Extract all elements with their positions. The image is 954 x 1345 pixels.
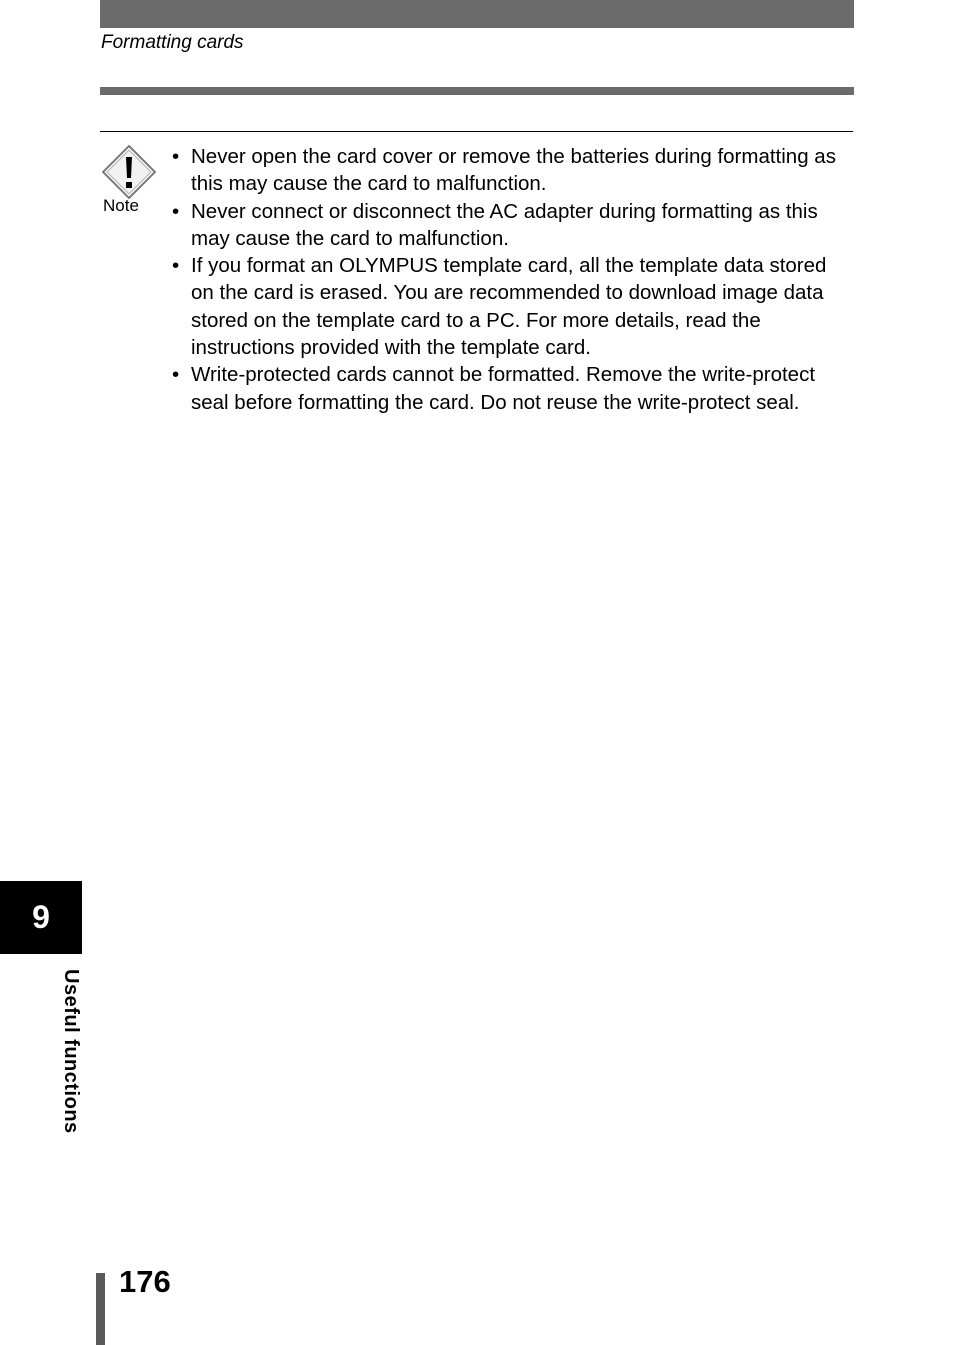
chapter-tab bbox=[0, 881, 82, 954]
section-title: Formatting cards bbox=[101, 32, 244, 53]
bullet: • bbox=[172, 145, 180, 168]
page-number-bar bbox=[96, 1273, 105, 1345]
header-bar bbox=[100, 0, 854, 28]
note-item-text: Write-protected cards cannot be formatted. Remove the write-protect seal before formatting the card. Do not reuse the write-protect seal. bbox=[191, 363, 816, 414]
bullet: • bbox=[172, 199, 180, 223]
note-item-text: Never connect or disconnect the AC adapter during formatting as this may cause the card to malfunction. bbox=[191, 199, 818, 250]
note-item bbox=[171, 252, 853, 361]
chapter-name: Useful functions bbox=[60, 969, 82, 1134]
note-item-text: If you format an OLYMPUS template card, all the template data stored on the card is erased. You are recommended to download image data stored on the template card to a PC. For more details, read the instructions provided with the template card. bbox=[191, 254, 827, 360]
note-list bbox=[171, 143, 853, 416]
note-item bbox=[171, 198, 853, 253]
note-item bbox=[171, 361, 853, 416]
bullet: • bbox=[172, 254, 180, 278]
bullet: • bbox=[172, 363, 180, 387]
chapter-number: 9 bbox=[32, 899, 50, 935]
page-number: 176 bbox=[119, 1264, 171, 1299]
warning-exclamation-icon bbox=[102, 145, 156, 199]
note-item-text: Never open the card cover or remove the batteries during formatting as this may cause the card to malfunction. bbox=[191, 145, 836, 196]
note-top-rule bbox=[100, 131, 853, 132]
note-label: Note bbox=[103, 196, 139, 215]
note-item bbox=[171, 143, 853, 198]
title-rule bbox=[100, 87, 854, 95]
